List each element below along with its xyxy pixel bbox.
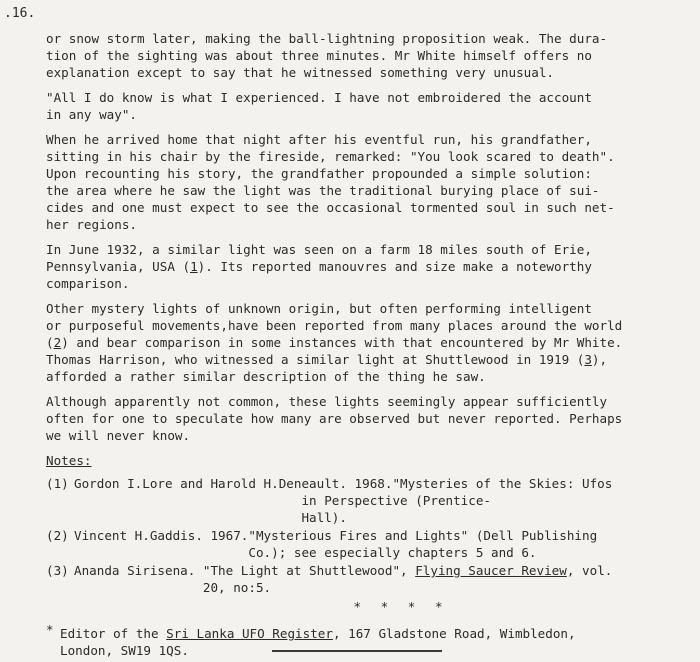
paragraph-4-text-a: In June 1932, a similar light was seen on a farm 18 miles south of Erie, Pennsylvania, USA ( [46,242,592,274]
note-text [74,562,612,596]
section-separator: * * * * [353,599,449,614]
journal-title: Flying Saucer Review [415,563,567,578]
document-body [46,30,666,659]
paragraph-3: When he arrived home that night after his eventful run, his grandfather, sitting in his chair by the fireside, remarked: "You look scared to death". Upon recounting his story, the grandfather propounded a simple solution: the area where he saw the light was the traditional burying place of sui- cides and one must expect to see the occasional tormented soul in such net- her regions. [46,132,615,232]
note-text: Vincent H.Gaddis. 1967."Mysterious Fires and Lights" (Dell Publishing Co.); see especially chapters 5 and 6. [74,528,598,560]
note-item [46,527,666,561]
paragraph-2: "All I do know is what I experienced. I have not embroidered the account in any way". [46,90,592,122]
ref-1: 1 [190,259,198,274]
paragraph-5 [46,300,666,385]
paragraph-5-text-b: ) and bear comparison in some instances with that encountered by Mr White. Thomas Harrison, who witnessed a similar light at Shuttlewood in 1919 ( [46,335,623,367]
note-3-text-a: Ananda Sirisena. "The Light at Shuttlewood", [74,563,416,578]
ref-2: 2 [53,335,62,350]
bottom-rule [272,650,442,652]
note-number: (1) [46,476,69,491]
footnote-text-b: , 167 Gladstone Road, Wimbledon, London, SW19 1QS. [60,626,576,658]
paragraph-1: or snow storm later, making the ball-lightning proposition weak. The dura- tion of the sighting was about three minutes. Mr White himself offers no explanation except to say that he witnessed something very unusual. [46,31,608,80]
note-number: (2) [46,528,69,543]
footnote-text [60,625,576,659]
notes-heading: Notes: [46,453,92,468]
note-number: (3) [46,563,69,578]
paragraph-4 [46,241,666,292]
note-text: Gordon I.Lore and Harold H.Deneault. 1968."Mysteries of the Skies: Ufos in Perspective (Prentice- Hall). [74,476,613,525]
paragraph-5-text-c: ), afforded a rather similar description of the thing he saw. [46,352,608,384]
footnote-asterisk: * [46,622,54,637]
note-item [46,475,666,526]
footnote [46,622,666,659]
paragraph-4-text-b: ). Its reported manouvres and size make a noteworthy comparison. [46,259,592,291]
note-item [46,562,666,596]
note-3-text-b: , vol. 20, no:5. [202,563,613,595]
ref-3: 3 [584,352,592,367]
footnote-text-a: Editor of the [60,626,167,641]
paragraph-5-text-a: Other mystery lights of unknown origin, but often performing intelligent or purposeful movements,have been reported from many places around the world ( [46,301,623,350]
page-number: .16. [4,6,36,21]
organization-name: Sri Lanka UFO Register [166,626,333,641]
paragraph-6: Although apparently not common, these lights seemingly appear sufficiently often for one to speculate how many are observed but never reported. Perhaps we will never know. [46,394,623,443]
